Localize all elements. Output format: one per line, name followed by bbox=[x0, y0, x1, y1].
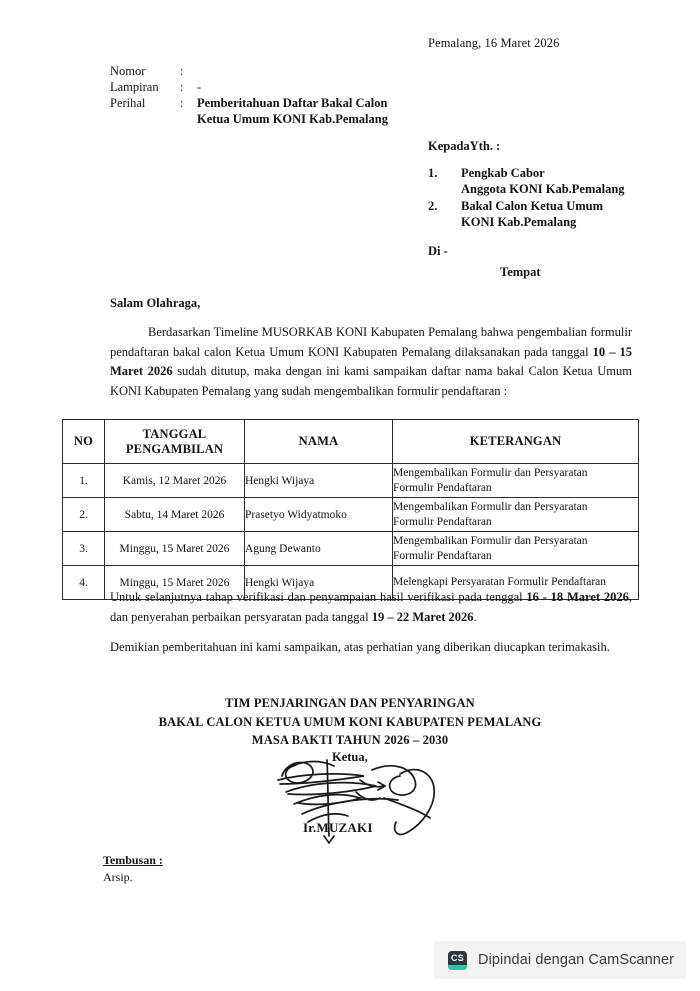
cell-nama: Hengki Wijaya bbox=[245, 566, 393, 600]
paragraph-2-bold-date-2: 19 – 22 Maret 2026 bbox=[371, 609, 474, 624]
cell-no: 4. bbox=[63, 566, 105, 600]
table-row bbox=[63, 498, 639, 532]
recipient-title: KepadaYth. : bbox=[428, 139, 501, 153]
recipient-item-text bbox=[461, 165, 625, 198]
recipient-item-line1: Pengkab Cabor bbox=[461, 165, 545, 180]
paragraph-1-part-b: sudah ditutup, maka dengan ini kami sampaikan daftar nama bakal Calon Ketua Umum KONI Kabupaten Pemalang yang sudah mengembalikan formulir pendaftaran : bbox=[110, 364, 632, 398]
recipient-item-line2: KONI Kab.Pemalang bbox=[461, 215, 577, 229]
paragraph-2-part-b: , dan penyerahan perbaikan persyaratan pada tanggal bbox=[110, 590, 632, 624]
meta-value-perihal-line1: Pemberitahuan Daftar Bakal Calon bbox=[197, 96, 388, 110]
recipient-tempat: Tempat bbox=[500, 265, 541, 279]
body-paragraph-2 bbox=[110, 588, 632, 627]
signature-heading-line3: MASA BAKTI TAHUN 2026 – 2030 bbox=[251, 733, 449, 747]
table-col-keterangan: KETERANGAN bbox=[393, 420, 639, 464]
candidates-table-wrapper bbox=[62, 419, 638, 600]
cell-nama: Hengki Wijaya bbox=[245, 464, 393, 498]
cell-no: 3. bbox=[63, 532, 105, 566]
cell-keterangan-line1: Mengembalikan Formulir dan Persyaratan bbox=[393, 467, 588, 479]
cell-no: 1. bbox=[63, 464, 105, 498]
cell-keterangan bbox=[393, 464, 639, 498]
cell-nama: Prasetyo Widyatmoko bbox=[245, 498, 393, 532]
cell-tanggal: Minggu, 15 Maret 2026 bbox=[105, 532, 245, 566]
table-row bbox=[63, 532, 639, 566]
body-paragraph-3: Demikian pemberitahuan ini kami sampaikan, atas perhatian yang diberikan diucapkan terimakasih. bbox=[110, 640, 610, 654]
table-col-no: NO bbox=[63, 420, 105, 464]
camscanner-text: Dipindai dengan CamScanner bbox=[478, 952, 675, 968]
recipient-place-block bbox=[428, 241, 541, 283]
table-row bbox=[63, 464, 639, 498]
table-body bbox=[63, 464, 639, 600]
paragraph-1-part-a: Berdasarkan Timeline MUSORKAB KONI Kabupaten Pemalang bahwa pengembalian formulir pendaftaran bakal calon Ketua Umum KONI Kabupaten Pemalang dilaksanakan pada tanggal bbox=[110, 325, 632, 359]
recipient-item-number: 1. bbox=[428, 165, 438, 180]
cell-no: 2. bbox=[63, 498, 105, 532]
cell-tanggal: Sabtu, 14 Maret 2026 bbox=[105, 498, 245, 532]
cell-tanggal: Minggu, 15 Maret 2026 bbox=[105, 566, 245, 600]
table-col-tanggal-line2: PENGAMBILAN bbox=[125, 441, 224, 456]
letter-meta bbox=[110, 63, 388, 127]
camscanner-watermark bbox=[434, 941, 686, 979]
recipient-item bbox=[428, 198, 625, 231]
signature-heading-line1: TIM PENJARINGAN DAN PENYARINGAN bbox=[225, 696, 475, 710]
meta-value-lampiran: - bbox=[197, 80, 202, 94]
meta-colon-nomor: : bbox=[180, 64, 184, 78]
body-paragraph-1 bbox=[110, 323, 632, 401]
cell-keterangan bbox=[393, 498, 639, 532]
paragraph-2-part-a: Untuk selanjutnya tahap verifikasi dan penyampaian hasil verifikasi pada tenggal bbox=[110, 590, 527, 604]
cell-keterangan-line2: Formulir Pendaftaran bbox=[393, 481, 492, 494]
recipient-item-line2: Anggota KONI Kab.Pemalang bbox=[461, 182, 625, 196]
cell-nama: Agung Dewanto bbox=[245, 532, 393, 566]
paragraph-1-bold-date: 10 – 15 Maret 2026 bbox=[110, 344, 633, 378]
paragraph-2-bold-date-1: 16 - 18 Maret 2026 bbox=[526, 590, 629, 604]
candidates-table bbox=[62, 419, 639, 600]
tembusan-item: Arsip. bbox=[103, 870, 133, 884]
meta-label-perihal: Perihal bbox=[110, 96, 146, 110]
signature-name: Ir.MUZAKI bbox=[303, 820, 373, 835]
salutation: Salam Olahraga, bbox=[110, 296, 201, 310]
table-col-nama: NAMA bbox=[245, 420, 393, 464]
meta-colon-lampiran: : bbox=[180, 80, 184, 94]
cell-keterangan bbox=[393, 532, 639, 566]
table-col-tanggal bbox=[105, 420, 245, 464]
cell-keterangan-line2: Formulir Pendaftaran bbox=[393, 549, 492, 562]
date-line: Pemalang, 16 Maret 2026 bbox=[428, 36, 560, 50]
cell-keterangan-line1: Mengembalikan Formulir dan Persyaratan bbox=[393, 535, 588, 547]
cell-keterangan-line2: Formulir Pendaftaran bbox=[393, 515, 492, 528]
table-col-tanggal-line1: TANGGAL bbox=[142, 426, 207, 441]
tembusan-heading: Tembusan : bbox=[103, 853, 163, 867]
camscanner-icon-accent bbox=[448, 965, 467, 970]
meta-row-nomor bbox=[110, 63, 388, 79]
signature-heading bbox=[0, 694, 700, 750]
table-header bbox=[63, 420, 639, 464]
meta-label-nomor: Nomor bbox=[110, 64, 146, 78]
signature-heading-line2: BAKAL CALON KETUA UMUM KONI KABUPATEN PEMALANG bbox=[158, 714, 542, 729]
cell-keterangan-line1: Mengembalikan Formulir dan Persyaratan bbox=[393, 501, 588, 513]
meta-value-perihal-line2: Ketua Umum KONI Kab.Pemalang bbox=[197, 112, 388, 126]
camscanner-icon bbox=[448, 951, 467, 970]
recipient-di: Di - bbox=[428, 244, 448, 258]
recipient-item bbox=[428, 165, 625, 198]
camscanner-icon-label: CS bbox=[451, 952, 464, 963]
recipient-block bbox=[428, 138, 625, 231]
paragraph-2-part-c: . bbox=[473, 609, 477, 624]
meta-label-lampiran: Lampiran bbox=[110, 80, 159, 94]
recipient-item-text bbox=[461, 198, 603, 231]
meta-colon-perihal: : bbox=[180, 96, 184, 110]
tembusan-block bbox=[103, 852, 163, 886]
meta-row-perihal bbox=[110, 95, 388, 111]
recipient-item-line1: Bakal Calon Ketua Umum bbox=[461, 198, 604, 213]
cell-tanggal: Kamis, 12 Maret 2026 bbox=[105, 464, 245, 498]
recipient-item-number: 2. bbox=[428, 198, 438, 213]
cell-keterangan-line1: Melengkapi Persyaratan Formulir Pendaftaran bbox=[393, 576, 607, 589]
meta-row-lampiran bbox=[110, 79, 388, 95]
signature-role: Ketua, bbox=[332, 750, 368, 764]
table-header-row bbox=[63, 420, 639, 464]
